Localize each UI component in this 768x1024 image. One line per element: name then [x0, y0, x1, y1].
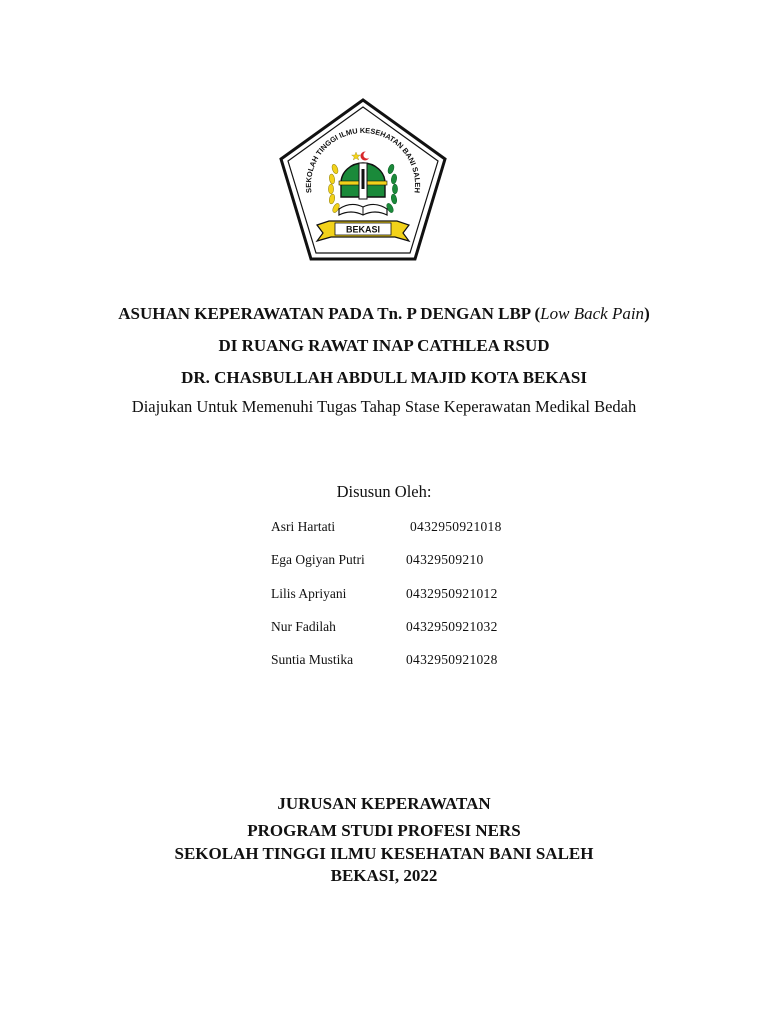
- list-item: [271, 516, 571, 549]
- title-paren-close: ): [644, 304, 650, 323]
- author-nim: 0432950921028: [406, 652, 498, 668]
- authors-heading: Disusun Oleh:: [336, 482, 432, 501]
- author-name: Asri Hartati: [271, 519, 336, 534]
- author-nim: 0432950921012: [406, 585, 498, 601]
- author-nim: 0432950921018: [410, 519, 502, 534]
- title-paren-open: (: [534, 304, 541, 323]
- list-item: [271, 616, 571, 649]
- author-name: Lilis Apriyani: [271, 585, 347, 601]
- authors-list: [271, 516, 571, 682]
- title-line-1-prefix: ASUHAN KEPERAWATAN PADA Tn. P DENGAN LBP: [118, 304, 535, 323]
- footer-city-year: BEKASI, 2022: [330, 866, 438, 885]
- author-nim: 04329509210: [406, 552, 484, 568]
- list-item: [271, 583, 571, 616]
- institution-logo: [277, 97, 449, 263]
- title-italic-term: Low Back Pain: [540, 304, 645, 323]
- logo-arc-text: SEKOLAH TINGGI ILMU KESEHATAN BANI SALEH: [303, 125, 423, 194]
- title-line-3: DR. CHASBULLAH ABDULL MAJID KOTA BEKASI: [181, 368, 587, 387]
- list-item: [271, 649, 571, 682]
- document-subtitle: Diajukan Untuk Memenuhi Tugas Tahap Stase Keperawatan Medikal Bedah: [131, 397, 637, 416]
- title-line-2: DI RUANG RAWAT INAP CATHLEA RSUD: [218, 336, 550, 355]
- title-block: [0, 300, 768, 422]
- author-name: Ega Ogiyan Putri: [271, 552, 365, 568]
- logo-banner-text: BEKASI: [345, 224, 381, 235]
- list-item: [271, 549, 571, 582]
- footer-institution: SEKOLAH TINGGI ILMU KESEHATAN BANI SALEH: [174, 844, 594, 863]
- author-nim: 0432950921032: [406, 618, 498, 634]
- institution-footer: [0, 790, 768, 888]
- footer-department: JURUSAN KEPERAWATAN: [277, 794, 491, 813]
- author-name: Nur Fadilah: [271, 618, 336, 634]
- footer-program: PROGRAM STUDI PROFESI NERS: [247, 821, 521, 840]
- author-name: Suntia Mustika: [271, 652, 354, 668]
- title-line-1: [0, 300, 768, 332]
